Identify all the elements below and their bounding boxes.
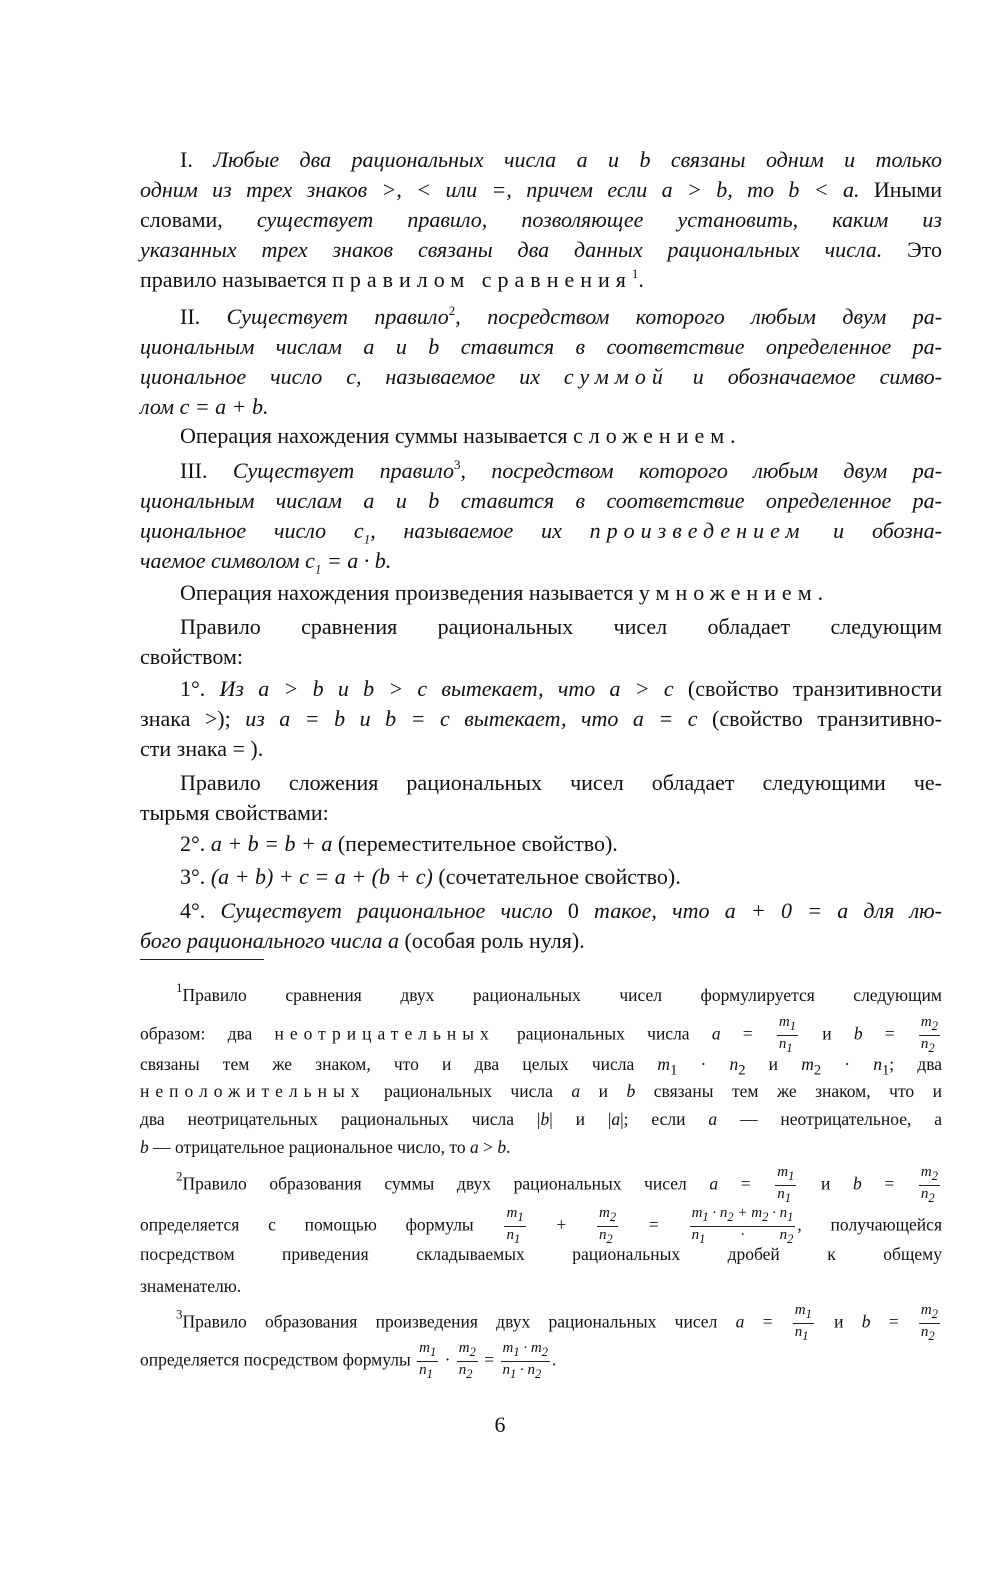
paragraph-1-line: правило называется правилом сравнения$^1$. bbox=[140, 266, 644, 292]
page-number: 6 bbox=[494, 1412, 506, 1437]
paragraph-2-line: II. Существует правило$^2$, посредством которого любым двум ра- bbox=[180, 303, 943, 329]
footnote-1-line: образом: два неотрицательных рациональных числа a = $\frac{m_1}{n_1}$ и b = $\frac{m_2}{n_2}$ bbox=[140, 1014, 938, 1055]
property-2-line: 2°. a + b = b + a (переместительное свойство). bbox=[180, 831, 618, 856]
paragraph-6-line: Правило сравнения рациональных чисел обладает следующим bbox=[180, 614, 942, 639]
footnote-1-line: два неотрицательных рациональных числа |b| и |a|; если a — неотрицательное, а bbox=[140, 1109, 943, 1129]
footnote-3-line: определяется посредством формулы $\frac{m_1}{n_1}$ · $\frac{m_2}{n_2}$ = $\frac{m_1 \cdot m_2}{n_1 \cdot n_2}$ . bbox=[140, 1340, 557, 1381]
footnote-separator bbox=[140, 959, 264, 960]
paragraph-5-line: Операция нахождения произведения называется умножением. bbox=[180, 580, 824, 605]
paragraph-4-line: циональное число $c_1$, называемое их произведением и обозна- bbox=[140, 518, 942, 547]
footnote-2-line: $^2$Правило образования суммы двух рациональных чисел a = $\frac{m_1}{n_1}$ и b = $\frac{m_2}{n_2}$ bbox=[176, 1164, 938, 1205]
paragraph-4-line: циональным числам a и b ставится в соответствие определенное ра- bbox=[140, 488, 942, 513]
fraction: $\frac{m_1}{n_1}$ bbox=[419, 1340, 437, 1381]
fraction: $\frac{m_1}{n_1}$ bbox=[506, 1205, 524, 1246]
fraction: $\frac{m_2}{n_2}$ bbox=[599, 1205, 617, 1246]
paragraph-8-line: Правило сложения рациональных чисел обладает следующими че- bbox=[180, 770, 942, 795]
footnote-2-line: посредством приведения складываемых рациональных дробей к общему bbox=[140, 1244, 942, 1264]
property-4-line: 4°. Существует рациональное число 0 такое, что a + 0 = a для лю- bbox=[180, 898, 942, 923]
footnote-2-line: определяется с помощью формулы $\frac{m_1}{n_1}$ + $\frac{m_2}{n_2}$ = $\frac{m_1 \cdot n_2 + m_2 \cdot n_1}{n_1 \cdot n_2}$ , получающейся bbox=[140, 1205, 942, 1246]
property-4-line: бого рационального числа a (особая роль нуля). bbox=[140, 928, 585, 953]
footnote-1-line: связаны тем же знаком, что и два целых числа $m_1 \cdot n_2$ и $m_2 \cdot n_1$; два bbox=[140, 1054, 943, 1079]
paragraph-4-line: III. Существует правило$^3$, посредством которого любым двум ра- bbox=[180, 457, 943, 483]
fraction: $\frac{m_2}{n_2}$ bbox=[920, 1302, 938, 1343]
fraction: $\frac{m_2}{n_2}$ bbox=[920, 1014, 938, 1055]
footnote-1-line: неположительных рациональных числа a и b связаны тем же знаком, что и bbox=[140, 1081, 942, 1101]
footnote-1-line: $^1$Правило сравнения двух рациональных чисел формулируется следующим bbox=[176, 980, 942, 1005]
paragraph-4-line: чаемое символом $c_1 = a \cdot b$. bbox=[140, 548, 392, 577]
fraction: $\frac{m_2}{n_2}$ bbox=[920, 1164, 938, 1205]
paragraph-2-line: циональным числам a и b ставится в соответствие определенное ра- bbox=[140, 334, 942, 359]
fraction: $\frac{m_1}{n_1}$ bbox=[777, 1164, 795, 1205]
property-1-line: знака >); из a = b и b = c вытекает, что a = c (свойство транзитивно- bbox=[140, 706, 942, 731]
fraction: $\frac{m_1 \cdot m_2}{n_1 \cdot n_2}$ bbox=[502, 1340, 548, 1381]
property-1-line: 1°. Из a > b и b > c вытекает, что a > c (свойство транзитивности bbox=[180, 676, 942, 701]
paragraph-1-line: словами, существует правило, позволяющее установить, каким из bbox=[140, 207, 942, 232]
paragraph-3-line: Операция нахождения суммы называется сложением. bbox=[180, 423, 736, 448]
footnote-2-line: знаменателю. bbox=[140, 1276, 242, 1296]
fraction: $\frac{m_2}{n_2}$ bbox=[458, 1340, 476, 1381]
paragraph-1-line: I. Любые два рациональных числа a и b связаны одним и только bbox=[180, 147, 943, 172]
paragraph-1-line: одним из трех знаков >, < или =, причем если a > b, то b < a. Иными bbox=[140, 177, 943, 202]
property-3-line: 3°. (a + b) + c = a + (b + c) (сочетательное свойство). bbox=[180, 864, 681, 889]
property-1-line: сти знака = ). bbox=[140, 736, 264, 761]
fraction: $\frac{m_1}{n_1}$ bbox=[794, 1302, 812, 1343]
paragraph-6-line: свойством: bbox=[140, 644, 244, 669]
fraction: $\frac{m_1}{n_1}$ bbox=[778, 1014, 796, 1055]
paragraph-2-line: лом c = a + b. bbox=[140, 394, 269, 419]
paragraph-1-line: указанных трех знаков связаны два данных рациональных числа. Это bbox=[140, 237, 942, 262]
paragraph-8-line: тырьмя свойствами: bbox=[140, 800, 329, 825]
fraction: $\frac{m_1 \cdot n_2 + m_2 \cdot n_1}{n_1 \cdot n_2}$ bbox=[691, 1205, 794, 1246]
footnote-3-line: $^3$Правило образования произведения двух рациональных чисел a = $\frac{m_1}{n_1}$ и b = $\frac{m_2}{n_2}$ bbox=[176, 1302, 938, 1343]
paragraph-2-line: циональное число c, называемое их суммой и обозначаемое симво- bbox=[140, 364, 942, 389]
footnote-1-line: b — отрицательное рациональное число, то a > b. bbox=[140, 1137, 511, 1157]
